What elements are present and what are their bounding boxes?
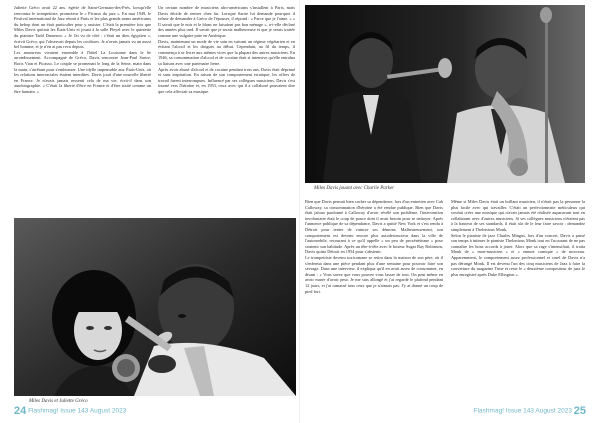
left-page-folio xyxy=(14,405,126,417)
photo-miles-davis-juliette-greco xyxy=(14,218,296,396)
photo-miles-greco-illustration xyxy=(14,218,296,396)
right-page-folio xyxy=(474,405,586,417)
photo-caption-right: Miles Davis jouant avec Charlie Parker xyxy=(314,186,395,191)
page-number-right: 25 xyxy=(573,405,586,417)
right-page-column-1: Bien que Davis pensait bien cacher sa dépendance, lors d'un entretien avec Cab Calloway, sa consommation d'héroïne a été rendue publique. Bien que Davis était jaloux pardonné à Calloway d'avoir révélé son problème, l'intervention involontaire était le coup de pouce dont il avait besoin pour se nettoyer. Après l'annonce publique de sa dépendance, Davis a quitté New York et s'est rendu à Détroit pour tenter de vaincre ses démons. Malheureusement, son comportement est devenu encore plus autodestructeur dans la ville de l'automobile, recourant à ce qu'il appelle « un peu de proxénétisme » pour soutenir son habitude. Après un tête-à-tête avec le boxeur Sugar Ray Robinson, Davis quitta Détroit en 1954 pour s'abstenir. Le trompettiste devenu toxicomane se retira dans la maison de son père, où il s'enferma dans une pièce pendant plus d'une semaine pour pouvoir faire son sevrage. Dans une interview, il expliqua qu'il en avait assez de consommer, en disant : « Vous savez que vous pouvez vous lasser de tout. On peut même en avoir marre d'avoir peur. Je me suis allongé et j'ai regardé le plafond pendant 12 jours, et j'ai ramassé tous ceux que je n'aimais pas. J'y ai donné un coup de pied fort. xyxy=(305,199,443,294)
right-page-column-2: Même si Miles Davis était un brillant musicien, il n'était pas la personne la plus facile avec qui travailler. C'était un perfectionniste méticuleux qui voulait créer une musique qui n'avait jamais été réalisée auparavant tout en collaborant avec d'autres musiciens. Si ses collègues musiciens n'étaient pas à la hauteur de ses standards, il était sûr de le leur faire savoir : demandez simplement à Thelonious Monk. Selon le pianiste de jazz Charles Mingus, lors d'un concert, Davis a passé son temps à intimer le pianiste Thelonious Monk tout en l'accusant de ne pas connaître les bons accords à jouer. Alors que sa rage s'intensifiait, il traita Monk de « mon-musicien » et « ennuie comique » de morceau. Apparemment, le comportement assez professionnel et cruel de Davis n'a pas dérangé Monk. Il est devenu l'un des cinq musiciens de Jazz à faire la couverture du magazine Time et reste le « deuxième compositeur de jazz le plus enregistré après Duke Ellington ». xyxy=(451,199,585,277)
left-page-column-2: Un certain nombre de musiciens afro-américains s'installent à Paris, mais Davis décide de rentrer chez lui. Lorsque Sartre lui demande pourquoi il refuse de demander à Gréco de l'épouser, il répond : « Parce que je l'aime. » « Il savait que le noir et le blanc ne faisaient pas bon ménage », a-t-elle déclaré des années plus tard. Il savait que je serais malheureuse et que je serais traitée comme une vulgaire pute en Amérique. Davis, maintenant un mode de vie sain en suivant un régime végétarien et en évitant l'alcool et les drogues au début. Cependant, au fil du temps, il commença à se livrer aux mêmes vices que la plupart des autres musiciens. En 1946, sa consommation d'alcool et de cocaïne était si intensive qu'elle entraîna sa liaison avec une partenaire Irene. Après avoir abusé d'alcool et de cocaïne pendant trois ans, Davis était déprimé et sans inspiration. En raison de son comportement erratique, les offres de travail furent interrompues. Influencé par ses collègues musiciens, Davis s'est tourné vers l'héroïne et, en 1953, ceux avec qui il a collaboré pouvaient dire que cela affectait sa musique. xyxy=(158,5,295,94)
photo-miles-davis-charlie-parker xyxy=(305,5,585,183)
footer-text-right: Flashmag! Issue 143 August 2023 xyxy=(473,407,572,415)
left-page-column-1: Juliette Gréco avait 22 ans. égérie de Saint-Germain-des-Prés, lorsqu'elle rencontra le trompettiste, promoteur le « Picasso du jazz ». En mai 1949, le Festival international de Jazz réunit à Paris et les plus grands noms américains du bebop dont un était particulier pour y assister. C'était la première fois que Miles Davis quittait les États-Unis et jouait à la salle Pleyel avec le quintette du pianiste Tadd Dameron. « Je l'ai vu de côté : c'était un dieu égyptien », écrivit Gréco, qui l'observait depuis les coulisses. Je n'avais jamais vu un aussi bel homme, et je n'en ai pas revu depuis. Les amoureux vivaient ensemble à l'hôtel La Louisiane dans le 6e arrondissement. Accompagné de Gréco, Davis rencontre Jean-Paul Sartre, Boris Vian et Picasso. Le couple se promenait le long de la Seine, main dans la main, s'arrêtant pour s'embrasser. Une idylle impensable aux États-Unis, où les relations interraciales étaient interdites. Davis jouit d'une nouvelle liberté en France. Je n'avais jamais ressenti cela de ma vie, écrit-il dans son autobiographie. « C'était la liberté d'être en France et d'être traité comme un être humain. » xyxy=(14,5,151,94)
page-number-left: 24 xyxy=(14,405,27,417)
page-gutter xyxy=(299,0,300,423)
photo-davis-parker-illustration xyxy=(305,5,585,183)
footer-text-left: Flashmag! Issue 143 August 2023 xyxy=(28,407,127,415)
photo-caption-left: Miles Davis et Juliette Gréco xyxy=(29,399,88,404)
